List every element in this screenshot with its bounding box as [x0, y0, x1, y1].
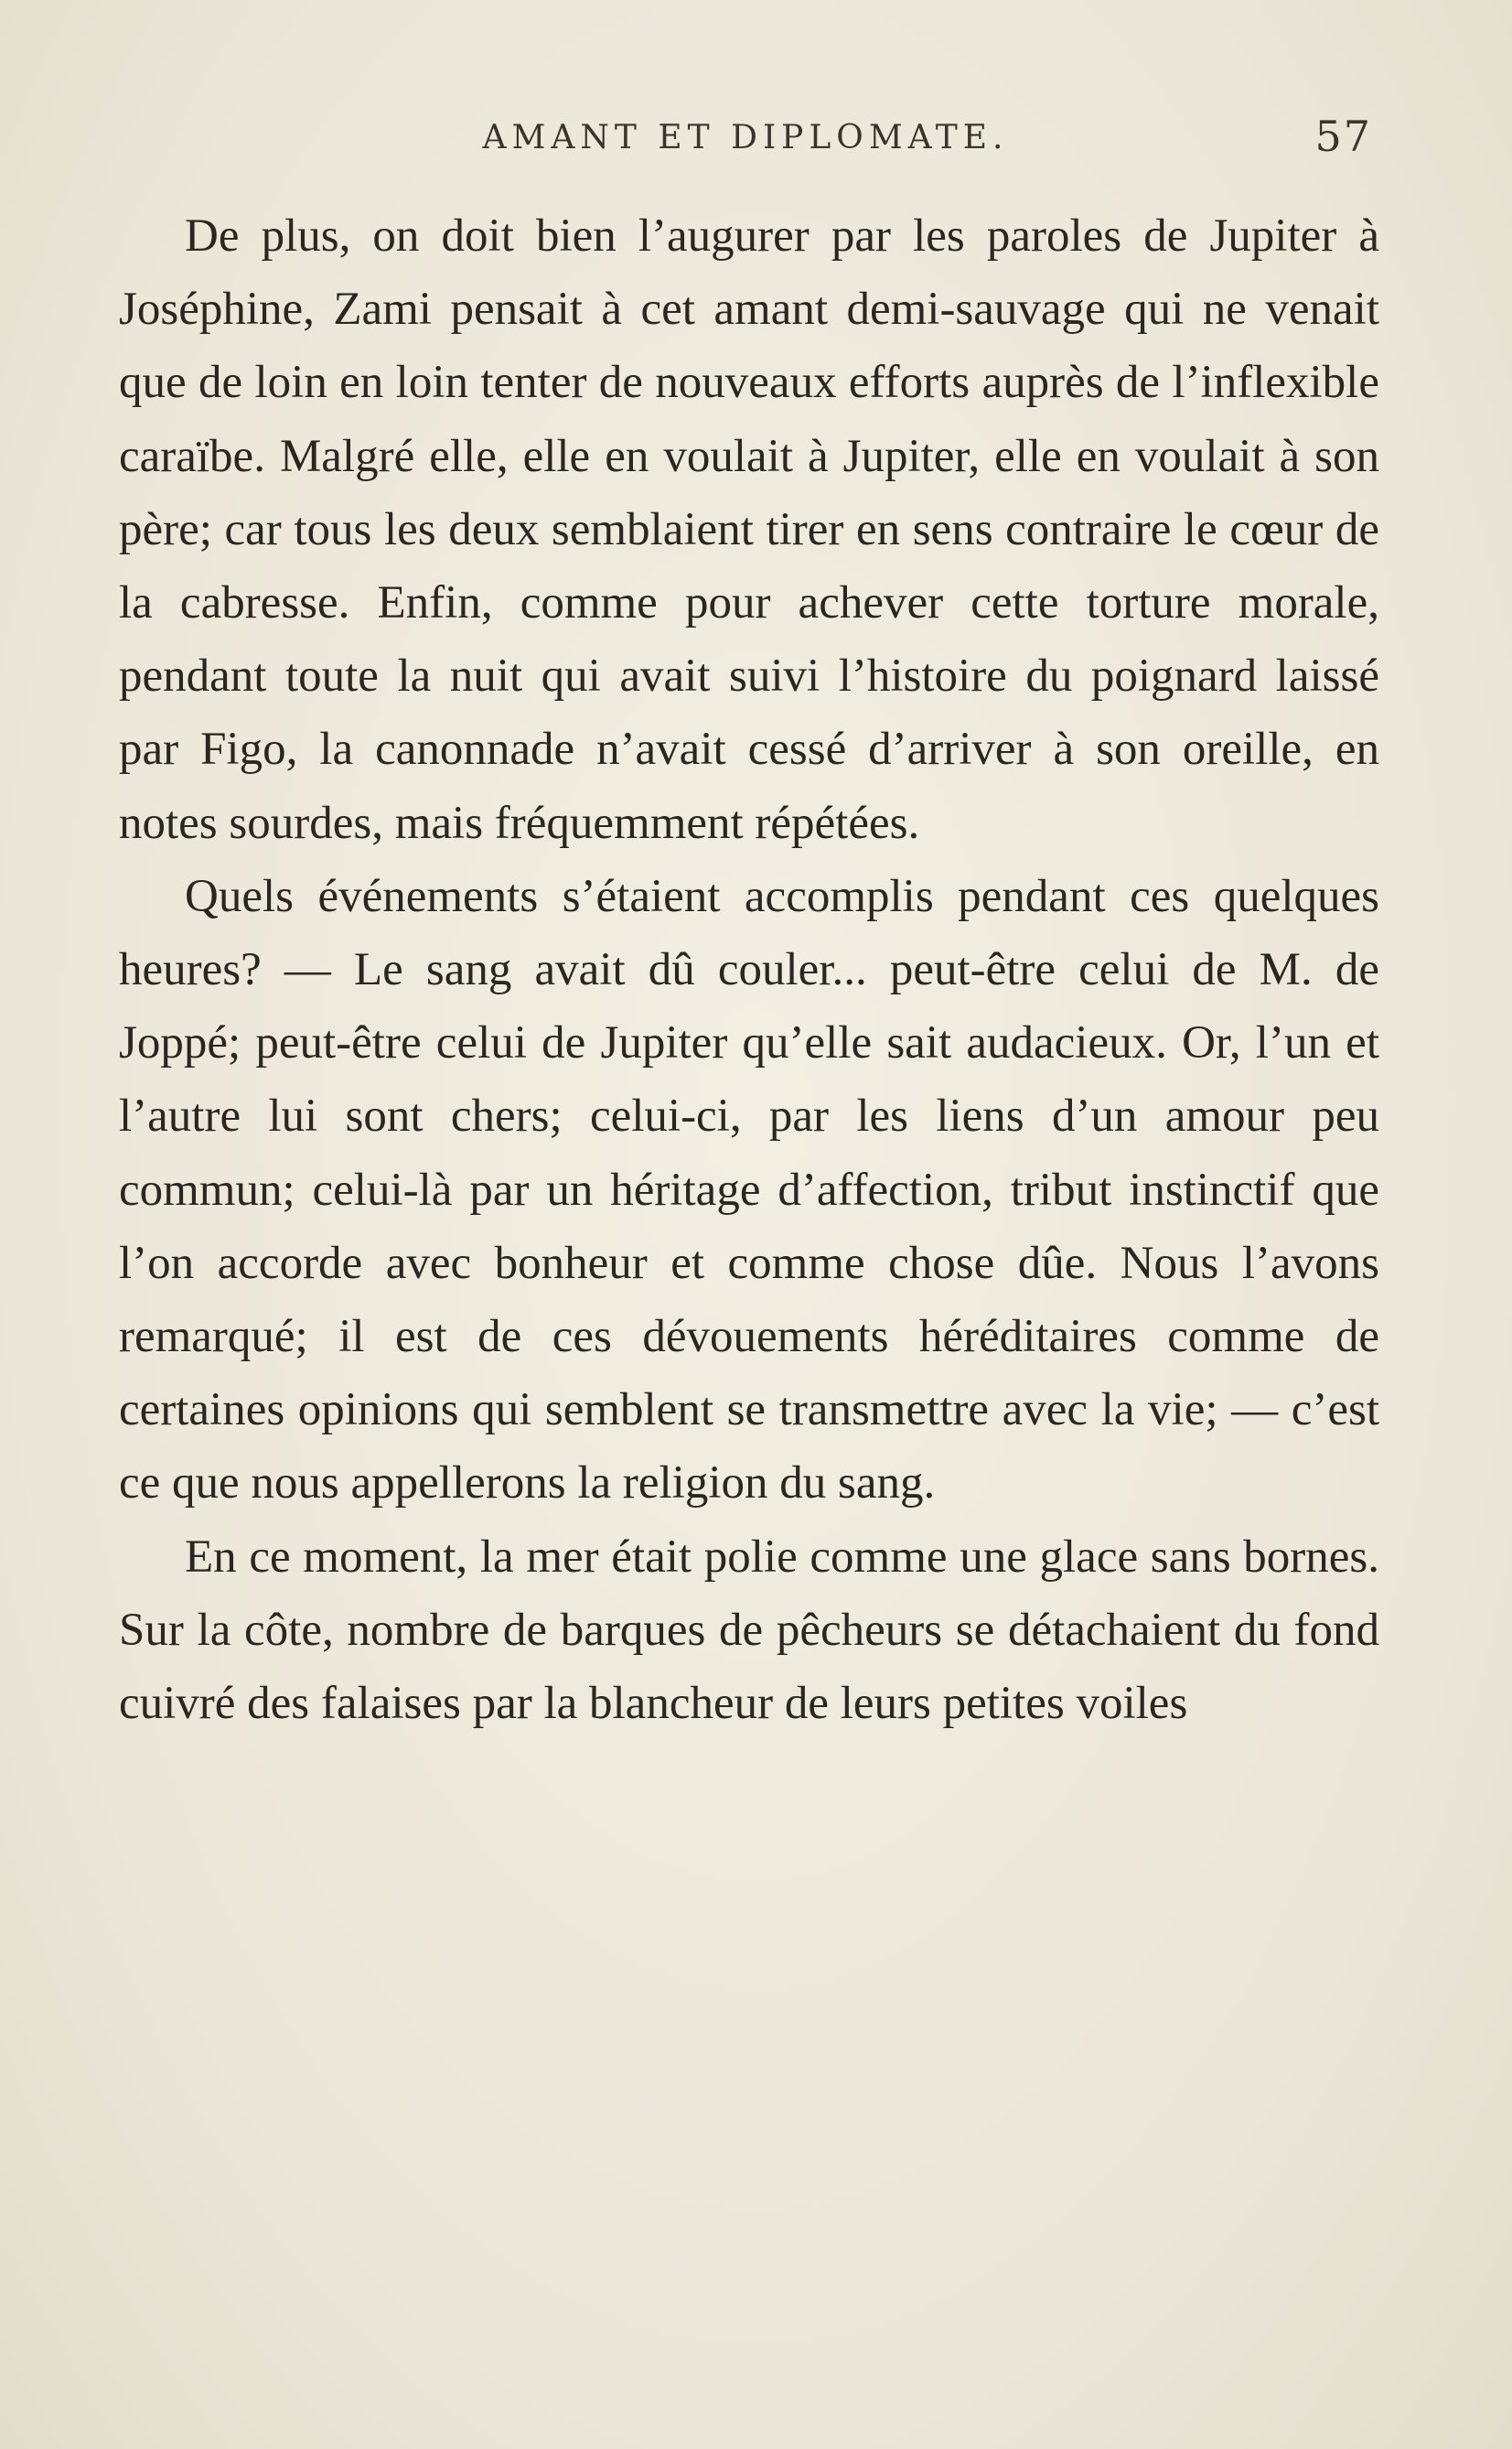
paragraph-1: De plus, on doit bien l’augurer par les paroles de Jupiter à Joséphine, Zami pensait à cet amant demi-sauvage qui ne venait que de loin en loin tenter de nouveaux efforts auprès de l’inflexible caraïbe. Malgré elle, elle en voulait à Jupiter, elle en voulait à son père; car tous les deux semblaient tirer en sens contraire le cœur de la cabresse. Enfin, comme pour achever cette torture morale, pendant toute la nuit qui avait suivi l’histoire du poignard laissé par Figo, la canonnade n’avait cessé d’arriver à son oreille, en notes sourdes, mais fréquemment répétées. [119, 210, 1379, 849]
body-text [119, 199, 1379, 1740]
paragraph-3: En ce moment, la mer était polie comme une glace sans bornes. Sur la côte, nombre de barques de pêcheurs se détachaient du fond cuivré des falaises par la blancheur de leurs petites voiles [119, 1531, 1379, 1730]
paragraph-2: Quels événements s’étaient accomplis pendant ces quelques heures? — Le sang avait dû couler... peut-être celui de M. de Joppé; peut-être celui de Jupiter qu’elle sait audacieux. Or, l’un et l’autre lui sont chers; celui-ci, par les liens d’un amour peu commun; celui-là par un héritage d’affection, tribut instinctif que l’on accorde avec bonheur et comme chose dûe. Nous l’avons remarqué; il est de ces dévouements héréditaires comme de certaines opinions qui semblent se transmettre avec la vie; — c’est ce que nous appellerons la religion du sang. [119, 870, 1379, 1509]
running-head [119, 112, 1372, 166]
running-title: AMANT ET DIPLOMATE. [482, 119, 1009, 156]
page-number: 57 [1314, 112, 1372, 161]
